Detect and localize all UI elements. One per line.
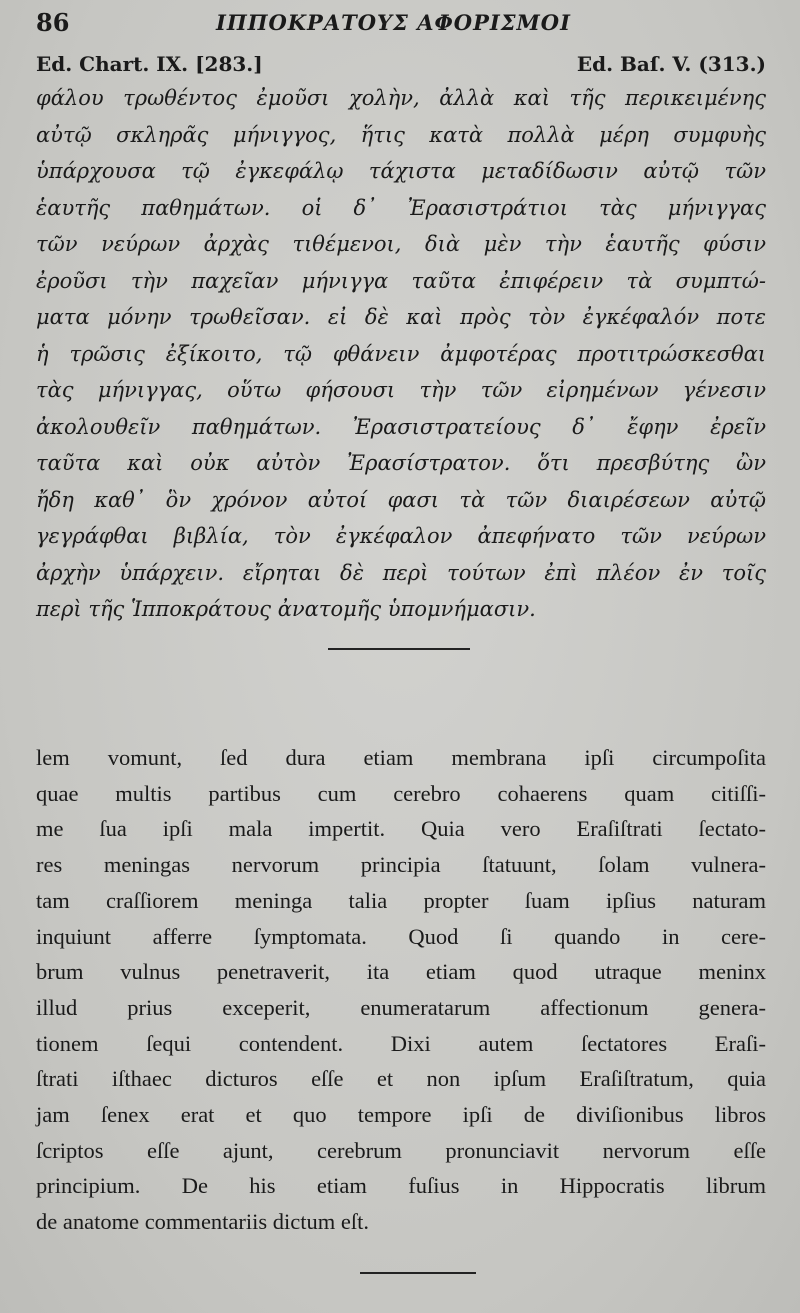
edition-chart-reference: Ed. Chart. IX. [283.] [36,52,263,76]
latin-line: me ſua ipſi mala impertit. Quia vero Eraſiſtrati ſectato- [36,816,766,842]
greek-line: ἐροῦσι τὴν παχεῖαν μήνιγγα ταῦτα ἐπιφέρειν τὰ συμπτώ- [36,268,766,293]
latin-line: inquiunt afferre ſymptomata. Quod ſi quando in cere- [36,923,766,949]
greek-line: ταῦτα καὶ οὐκ αὐτὸν Ἐρασίστρατον. ὅτι πρεσβύτης ὢν [36,451,766,475]
greek-line: ματα μόνην τρωθεῖσαν. εἰ δὲ καὶ πρὸς τὸν ἐγκέφαλόν ποτε [36,305,766,329]
latin-line: tam craſſiorem meninga talia propter ſuam ipſius naturam [36,887,766,913]
latin-line: ſtrati iſthaec dicturos eſſe et non ipſum Eraſiſtratum, quia [36,1066,766,1092]
greek-line: ἡ τρῶσις ἐξίκοιτο, τῷ φθάνειν ἀμφοτέρας προτιτρώσκεσθαι [36,341,766,366]
latin-line: lem vomunt, ſed dura etiam membrana ipſi circumpoſita [36,745,766,770]
greek-line: τῶν νεύρων ἀρχὰς τιθέμενοι, διὰ μὲν τὴν ἑαυτῆς φύσιν [36,232,766,256]
latin-line: tionem ſequi contendent. Dixi autem ſectatores Eraſi- [36,1030,766,1056]
end-divider [360,1272,476,1274]
greek-line: αὐτῷ σκληρᾶς μήνιγγος, ἥτις κατὰ πολλὰ μέρη συμφυὴς [36,122,766,147]
greek-text [36,80,766,628]
greek-line: γεγράφθαι βιβλία, τὸν ἐγκέφαλον ἀπεφήνατο τῶν νεύρων [36,524,766,548]
latin-line: de anatome commentariis dictum eſt. [36,1209,370,1235]
latin-line: illud prius exceperit, enumeratarum affectionum genera- [36,994,766,1020]
latin-line: res meningas nervorum principia ſtatuunt, ſolam vulnera- [36,852,766,878]
latin-line: quae multis partibus cum cerebro cohaerens quam citiſſi- [36,780,766,806]
edition-basel-reference: Ed. Baſ. V. (313.) [576,52,766,76]
running-title: ΙΠΠΟΚΡΑΤΟΥΣ ΑΦΟΡΙΣΜΟΙ [216,10,571,35]
greek-line: τὰς μήνιγγας, οὕτω φήσουσι τὴν τῶν εἰρημένων γένεσιν [36,378,766,402]
latin-line: ſcriptos eſſe ajunt, cerebrum pronunciavit nervorum eſſe [36,1137,766,1163]
latin-line: jam ſenex erat et quo tempore ipſi de diviſionibus libros [36,1102,766,1128]
greek-line: περὶ τῆς Ἱπποκράτους ἀνατομῆς ὑπομνήμασιν. [36,597,536,621]
greek-line: φάλου τρωθέντος ἐμοῦσι χολὴν, ἀλλὰ καὶ τῆς περικειμένης [36,86,766,110]
greek-line: ἤδη καθ᾽ ὃν χρόνον αὐτοί φασι τὰ τῶν διαιρέσεων αὐτῷ [36,487,766,512]
section-divider [328,648,470,650]
page-header [36,8,766,38]
latin-text [36,740,766,1240]
latin-line: principium. De his etiam fuſius in Hippocratis librum [36,1173,766,1199]
greek-line: ἀκολουθεῖν παθημάτων. Ἐρασιστρατείους δ᾽ ἔφην ἐρεῖν [36,414,766,439]
page-number: 86 [36,8,70,37]
edition-references [36,52,766,80]
greek-line: ἀρχὴν ὑπάρχειν. εἴρηται δὲ περὶ τούτων ἐπὶ πλέον ἐν τοῖς [36,560,766,585]
greek-line: ὑπάρχουσα τῷ ἐγκεφάλῳ τάχιστα μεταδίδωσιν αὐτῷ τῶν [36,159,766,183]
latin-line: brum vulnus penetraverit, ita etiam quod utraque meninx [36,959,766,985]
greek-line: ἑαυτῆς παθημάτων. οἱ δ᾽ Ἐρασιστράτιοι τὰς μήνιγγας [36,195,766,220]
